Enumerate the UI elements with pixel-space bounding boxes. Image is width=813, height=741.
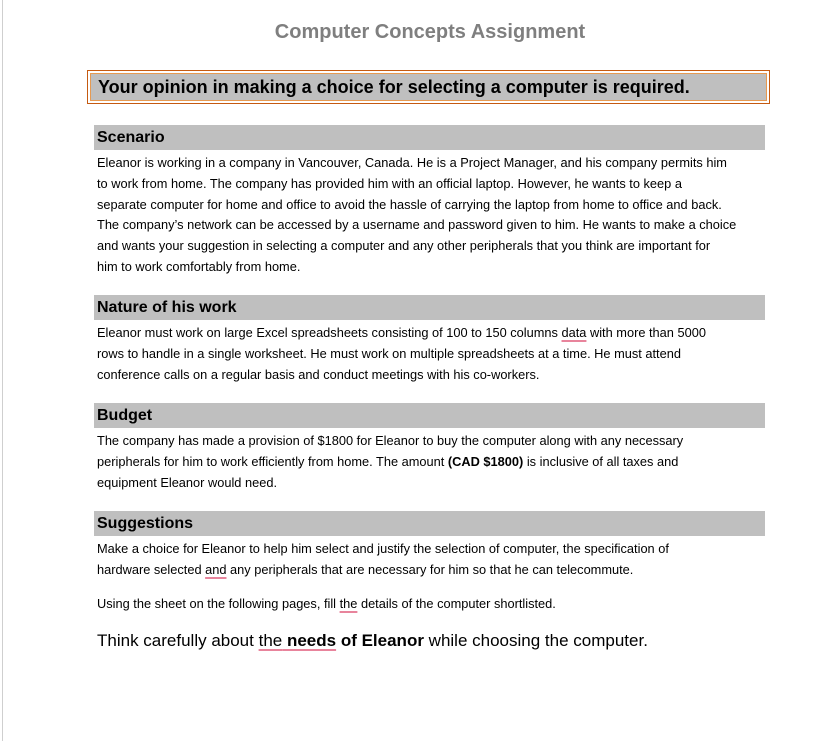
- sheet-line: [97, 594, 772, 615]
- text-run: Using the sheet on the following pages, fill: [97, 596, 340, 611]
- text-run: hardware selected: [97, 561, 206, 577]
- spelling-flagged-word[interactable]: and: [205, 561, 227, 577]
- text-run: is inclusive of all taxes and: [523, 453, 679, 469]
- opinion-banner-text: Your opinion in making a choice for selecting a computer is required.: [90, 73, 767, 101]
- spelling-flagged-word[interactable]: data: [561, 325, 587, 340]
- budget-amount: (CAD $1800): [447, 453, 524, 469]
- scenario-line: Eleanor is working in a company in Vancouver, Canada. He is a Project Manager, and his company permits him: [97, 155, 727, 170]
- document-title: Computer Concepts Assignment: [274, 21, 586, 43]
- scenario-line: to work from home. The company has provided him with an official laptop. However, he wants to keep a: [97, 175, 682, 191]
- budget-line: equipment Eleanor would need.: [97, 474, 277, 490]
- page-left-edge: [2, 0, 3, 741]
- budget-heading: Budget: [94, 403, 765, 428]
- budget-line: [97, 452, 772, 473]
- sheet-instruction: [97, 594, 772, 615]
- nature-line: conference calls on a regular basis and conduct meetings with his co-workers.: [97, 366, 540, 382]
- text-run: details of the computer shortlisted.: [357, 596, 556, 611]
- spelling-flagged-word[interactable]: the: [339, 596, 358, 611]
- budget-paragraph: [97, 431, 772, 493]
- text-run: Eleanor must work on large Excel spreadsheets consisting of 100 to 150 columns: [97, 325, 562, 340]
- text-run: any peripherals that are necessary for him so that he can telecommute.: [226, 561, 634, 577]
- scenario-line: The company’s network can be accessed by a username and password given to him. He wants to make a choice: [97, 217, 737, 233]
- spelling-flagged-bold-word[interactable]: needs: [282, 631, 337, 650]
- budget-line: The company has made a provision of $1800 for Eleanor to buy the computer along with any necessary: [97, 433, 684, 448]
- scenario-heading: Scenario: [94, 125, 765, 150]
- scenario-line: and wants your suggestion in selecting a computer and any other peripherals that you think are important for: [97, 238, 711, 254]
- suggestions-line: [97, 560, 772, 581]
- nature-heading: Nature of his work: [94, 295, 765, 320]
- nature-line: [97, 323, 772, 344]
- bold-text-run: of Eleanor: [336, 631, 424, 650]
- spelling-flagged-word[interactable]: the: [258, 631, 283, 650]
- scenario-paragraph: [97, 153, 772, 278]
- nature-line: rows to handle in a single worksheet. He must work on multiple spreadsheets at a time. He must attend: [97, 345, 681, 361]
- scenario-line: him to work comfortably from home.: [97, 258, 301, 274]
- closing-statement: [97, 629, 648, 653]
- scenario-line: separate computer for home and office to avoid the hassle of carrying the laptop from home to office and back.: [97, 196, 722, 212]
- nature-paragraph: [97, 323, 772, 385]
- suggestions-paragraph: [97, 539, 772, 581]
- suggestions-line: Make a choice for Eleanor to help him select and justify the selection of computer, the specification of: [97, 541, 669, 556]
- text-run: Think carefully about: [97, 631, 259, 650]
- suggestions-heading: Suggestions: [94, 511, 765, 536]
- text-run: peripherals for him to work efficiently from home. The amount: [97, 453, 448, 469]
- text-run: with more than 5000: [586, 325, 706, 340]
- opinion-banner: [87, 70, 770, 104]
- text-run: while choosing the computer.: [423, 631, 648, 650]
